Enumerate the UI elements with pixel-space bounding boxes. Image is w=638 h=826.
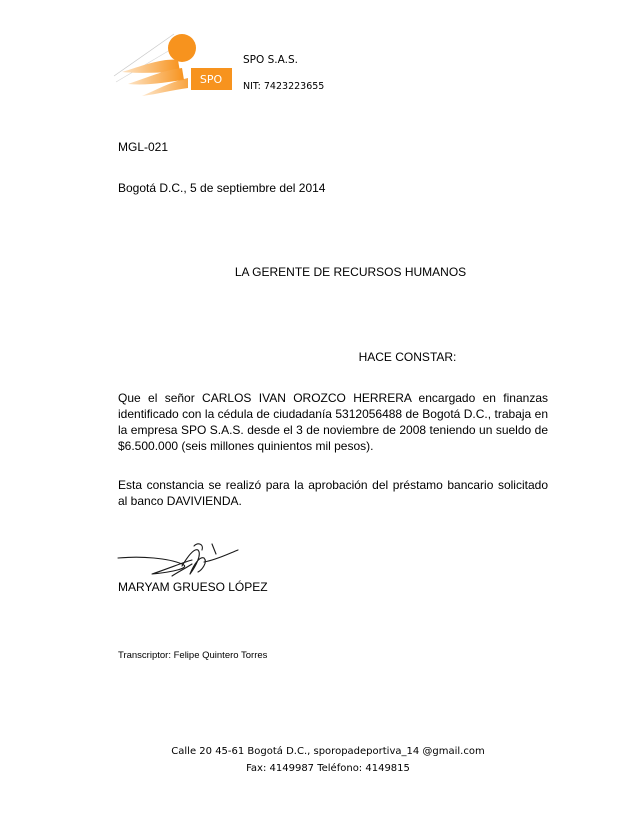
body-paragraph-1: Que el señor CARLOS IVAN OROZCO HERRERA encargado en finanzas identificado con la cédula de ciudadanía 5312056488 de Bogotá D.C., trabaja en la empresa SPO S.A.S. desde el 3 de noviembre de 2008 teniendo un sueldo de $6.500.000 (seis millones quinientos mil pesos).	[118, 391, 548, 453]
transcriber-line: Transcriptor: Felipe Quintero Torres	[118, 650, 268, 661]
logo-text: SPO	[199, 73, 223, 86]
certifies-heading: HACE CONSTAR:	[358, 350, 457, 364]
date-line: Bogotá D.C., 5 de septiembre del 2014	[118, 181, 326, 195]
company-name: SPO S.A.S.	[243, 54, 298, 66]
footer-contact: Fax: 4149987 Teléfono: 4149815	[246, 763, 410, 774]
reference-code: MGL-021	[118, 140, 169, 154]
signer-name: MARYAM GRUESO LÓPEZ	[118, 580, 268, 594]
company-nit: NIT: 7423223655	[243, 81, 325, 92]
company-logo	[112, 28, 238, 98]
body-paragraph-2: Esta constancia se realizó para la aprobación del préstamo bancario solicitado al banco DAVIVIENDA.	[118, 478, 548, 508]
document-title: LA GERENTE DE RECURSOS HUMANOS	[234, 265, 467, 279]
footer-address: Calle 20 45-61 Bogotá D.C., sporopadeportiva_14 @gmail.com	[171, 746, 485, 757]
